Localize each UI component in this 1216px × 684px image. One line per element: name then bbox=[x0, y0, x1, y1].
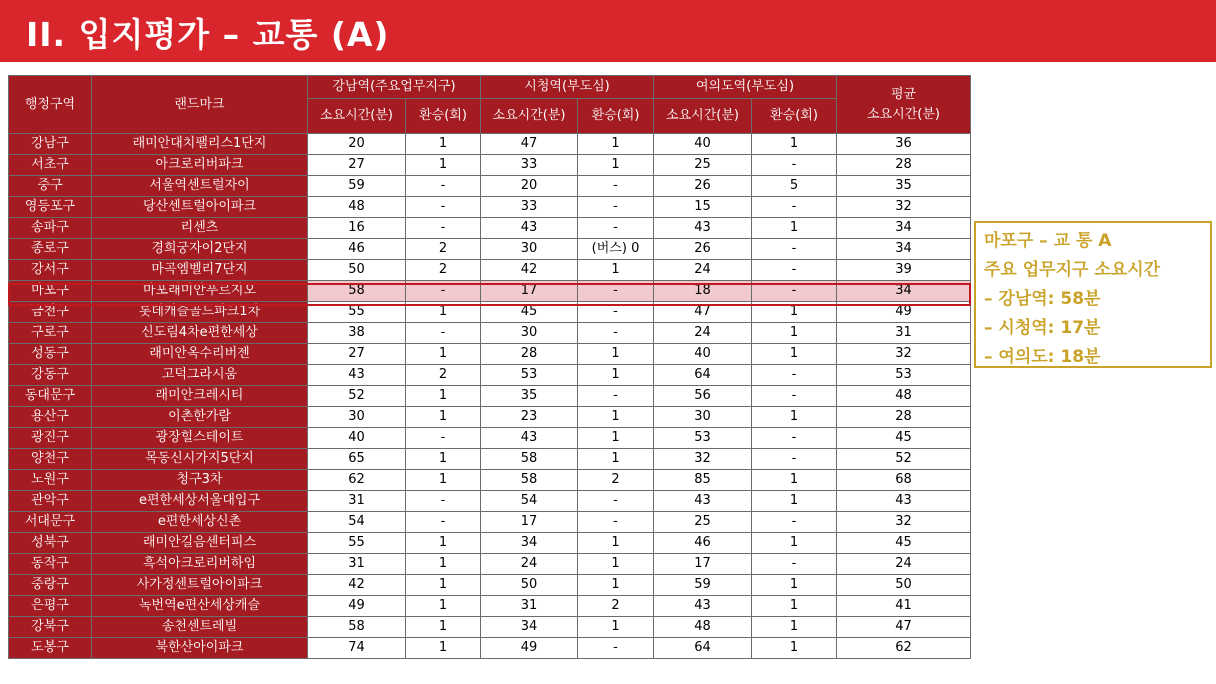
landmark-cell: 래미안옥수리버젠 bbox=[92, 344, 308, 365]
yeouido-transfer-cell: - bbox=[752, 281, 837, 302]
gangnam-transfer-cell: 1 bbox=[406, 134, 481, 155]
yeouido-time-cell: 17 bbox=[654, 554, 752, 575]
yeouido-transfer-cell: - bbox=[752, 260, 837, 281]
table-row bbox=[9, 554, 971, 575]
average-cell: 47 bbox=[837, 617, 971, 638]
cityhall-transfer-cell: 1 bbox=[578, 344, 654, 365]
region-cell: 동대문구 bbox=[9, 386, 92, 407]
cityhall-transfer-cell: (버스) 0 bbox=[578, 239, 654, 260]
yeouido-time-cell: 26 bbox=[654, 239, 752, 260]
average-cell: 45 bbox=[837, 533, 971, 554]
yeouido-time-cell: 48 bbox=[654, 617, 752, 638]
average-cell: 28 bbox=[837, 407, 971, 428]
average-cell: 34 bbox=[837, 281, 971, 302]
average-cell: 68 bbox=[837, 470, 971, 491]
gangnam-time-cell: 55 bbox=[308, 533, 406, 554]
gangnam-time-cell: 31 bbox=[308, 491, 406, 512]
cityhall-transfer-cell: - bbox=[578, 638, 654, 659]
gangnam-time-cell: 31 bbox=[308, 554, 406, 575]
region-cell: 중구 bbox=[9, 176, 92, 197]
callout-title: 마포구 – 교 통 A bbox=[984, 231, 1112, 251]
cityhall-transfer-cell: 2 bbox=[578, 470, 654, 491]
yeouido-transfer-cell: 5 bbox=[752, 176, 837, 197]
gangnam-transfer-cell: 1 bbox=[406, 575, 481, 596]
gangnam-time-cell: 54 bbox=[308, 512, 406, 533]
cityhall-time-cell: 58 bbox=[481, 470, 578, 491]
commute-table bbox=[8, 75, 971, 659]
cityhall-time-cell: 50 bbox=[481, 575, 578, 596]
table-row bbox=[9, 533, 971, 554]
region-cell: 강동구 bbox=[9, 365, 92, 386]
gangnam-time-cell: 62 bbox=[308, 470, 406, 491]
cityhall-time-cell: 34 bbox=[481, 617, 578, 638]
average-cell: 41 bbox=[837, 596, 971, 617]
region-cell: 양천구 bbox=[9, 449, 92, 470]
cityhall-time-cell: 58 bbox=[481, 449, 578, 470]
average-cell: 43 bbox=[837, 491, 971, 512]
landmark-cell: 경희궁자이2단지 bbox=[92, 239, 308, 260]
landmark-cell: 청구3차 bbox=[92, 470, 308, 491]
gangnam-transfer-cell: - bbox=[406, 197, 481, 218]
cityhall-transfer-cell: - bbox=[578, 197, 654, 218]
yeouido-transfer-cell: 1 bbox=[752, 596, 837, 617]
gangnam-time-cell: 27 bbox=[308, 344, 406, 365]
gangnam-transfer-cell: - bbox=[406, 491, 481, 512]
average-cell: 28 bbox=[837, 155, 971, 176]
average-cell: 50 bbox=[837, 575, 971, 596]
landmark-cell: e편한세상서울대입구 bbox=[92, 491, 308, 512]
region-cell: 강북구 bbox=[9, 617, 92, 638]
yeouido-time-cell: 25 bbox=[654, 155, 752, 176]
gangnam-time-cell: 43 bbox=[308, 365, 406, 386]
yeouido-transfer-cell: - bbox=[752, 365, 837, 386]
yeouido-transfer-cell: 1 bbox=[752, 407, 837, 428]
table-row bbox=[9, 386, 971, 407]
average-cell: 35 bbox=[837, 176, 971, 197]
header-cityhall: 시청역(부도심) bbox=[481, 76, 654, 99]
landmark-cell: 녹번역e편산세상캐슬 bbox=[92, 596, 308, 617]
header-cityhall-transfer: 환승(회) bbox=[578, 99, 654, 134]
table-row bbox=[9, 638, 971, 659]
yeouido-transfer-cell: 1 bbox=[752, 533, 837, 554]
yeouido-transfer-cell: 1 bbox=[752, 134, 837, 155]
cityhall-time-cell: 33 bbox=[481, 197, 578, 218]
table-row bbox=[9, 176, 971, 197]
cityhall-time-cell: 34 bbox=[481, 533, 578, 554]
yeouido-transfer-cell: - bbox=[752, 386, 837, 407]
cityhall-time-cell: 30 bbox=[481, 239, 578, 260]
yeouido-time-cell: 46 bbox=[654, 533, 752, 554]
gangnam-time-cell: 40 bbox=[308, 428, 406, 449]
cityhall-transfer-cell: 1 bbox=[578, 365, 654, 386]
cityhall-transfer-cell: - bbox=[578, 386, 654, 407]
cityhall-transfer-cell: 1 bbox=[578, 533, 654, 554]
yeouido-time-cell: 24 bbox=[654, 260, 752, 281]
yeouido-time-cell: 15 bbox=[654, 197, 752, 218]
region-cell: 금천구 bbox=[9, 302, 92, 323]
gangnam-transfer-cell: 1 bbox=[406, 155, 481, 176]
yeouido-time-cell: 53 bbox=[654, 428, 752, 449]
title-bar bbox=[0, 0, 1216, 62]
gangnam-transfer-cell: - bbox=[406, 176, 481, 197]
table-row bbox=[9, 512, 971, 533]
cityhall-time-cell: 43 bbox=[481, 428, 578, 449]
yeouido-transfer-cell: 1 bbox=[752, 470, 837, 491]
landmark-cell: 흑석아크로리버하임 bbox=[92, 554, 308, 575]
gangnam-time-cell: 52 bbox=[308, 386, 406, 407]
gangnam-transfer-cell: - bbox=[406, 428, 481, 449]
gangnam-time-cell: 16 bbox=[308, 218, 406, 239]
header-landmark: 랜드마크 bbox=[92, 76, 308, 134]
cityhall-transfer-cell: 2 bbox=[578, 596, 654, 617]
gangnam-time-cell: 46 bbox=[308, 239, 406, 260]
cityhall-time-cell: 30 bbox=[481, 323, 578, 344]
average-cell: 39 bbox=[837, 260, 971, 281]
average-cell: 24 bbox=[837, 554, 971, 575]
yeouido-time-cell: 85 bbox=[654, 470, 752, 491]
table-row bbox=[9, 575, 971, 596]
gangnam-transfer-cell: 1 bbox=[406, 386, 481, 407]
yeouido-transfer-cell: - bbox=[752, 239, 837, 260]
yeouido-time-cell: 25 bbox=[654, 512, 752, 533]
cityhall-transfer-cell: - bbox=[578, 302, 654, 323]
cityhall-time-cell: 20 bbox=[481, 176, 578, 197]
region-cell: 서대문구 bbox=[9, 512, 92, 533]
region-cell: 구로구 bbox=[9, 323, 92, 344]
landmark-cell: 목동신시가지5단지 bbox=[92, 449, 308, 470]
gangnam-transfer-cell: 1 bbox=[406, 344, 481, 365]
gangnam-time-cell: 59 bbox=[308, 176, 406, 197]
table-row bbox=[9, 449, 971, 470]
average-cell: 45 bbox=[837, 428, 971, 449]
average-cell: 32 bbox=[837, 512, 971, 533]
region-cell: 송파구 bbox=[9, 218, 92, 239]
header-yeouido-transfer: 환승(회) bbox=[752, 99, 837, 134]
header-yeouido-time: 소요시간(분) bbox=[654, 99, 752, 134]
landmark-cell: 롯데캐슬골드파크1차 bbox=[92, 302, 308, 323]
landmark-cell: 광장힐스테이트 bbox=[92, 428, 308, 449]
cityhall-transfer-cell: 1 bbox=[578, 617, 654, 638]
region-cell: 성동구 bbox=[9, 344, 92, 365]
cityhall-time-cell: 17 bbox=[481, 281, 578, 302]
table-row bbox=[9, 155, 971, 176]
cityhall-time-cell: 45 bbox=[481, 302, 578, 323]
landmark-cell: 래미안대치팰리스1단지 bbox=[92, 134, 308, 155]
cityhall-time-cell: 42 bbox=[481, 260, 578, 281]
table-row bbox=[9, 344, 971, 365]
yeouido-transfer-cell: 1 bbox=[752, 617, 837, 638]
gangnam-transfer-cell: 2 bbox=[406, 260, 481, 281]
average-cell: 48 bbox=[837, 386, 971, 407]
gangnam-transfer-cell: 1 bbox=[406, 302, 481, 323]
header-gangnam: 강남역(주요업무지구) bbox=[308, 76, 481, 99]
average-cell: 32 bbox=[837, 344, 971, 365]
table-row bbox=[9, 617, 971, 638]
header-gangnam-transfer: 환승(회) bbox=[406, 99, 481, 134]
yeouido-time-cell: 59 bbox=[654, 575, 752, 596]
gangnam-time-cell: 30 bbox=[308, 407, 406, 428]
cityhall-transfer-cell: 1 bbox=[578, 134, 654, 155]
yeouido-transfer-cell: - bbox=[752, 428, 837, 449]
landmark-cell: 래미안길음센터피스 bbox=[92, 533, 308, 554]
cityhall-transfer-cell: 1 bbox=[578, 428, 654, 449]
table-row bbox=[9, 323, 971, 344]
table-row bbox=[9, 218, 971, 239]
callout-cityhall: – 시청역: 17분 bbox=[984, 318, 1101, 338]
cityhall-transfer-cell: - bbox=[578, 176, 654, 197]
landmark-cell: 당산센트럴아이파크 bbox=[92, 197, 308, 218]
gangnam-transfer-cell: 1 bbox=[406, 638, 481, 659]
gangnam-transfer-cell: 1 bbox=[406, 470, 481, 491]
region-cell: 마포구 bbox=[9, 281, 92, 302]
header-region: 행정구역 bbox=[9, 76, 92, 134]
table-row bbox=[9, 134, 971, 155]
average-cell: 34 bbox=[837, 218, 971, 239]
region-cell: 성북구 bbox=[9, 533, 92, 554]
yeouido-transfer-cell: - bbox=[752, 554, 837, 575]
cityhall-transfer-cell: 1 bbox=[578, 260, 654, 281]
yeouido-time-cell: 18 bbox=[654, 281, 752, 302]
landmark-cell: 마포래미안푸르지오 bbox=[92, 281, 308, 302]
region-cell: 동작구 bbox=[9, 554, 92, 575]
cityhall-transfer-cell: - bbox=[578, 218, 654, 239]
yeouido-time-cell: 43 bbox=[654, 218, 752, 239]
header-cityhall-time: 소요시간(분) bbox=[481, 99, 578, 134]
yeouido-transfer-cell: - bbox=[752, 155, 837, 176]
gangnam-transfer-cell: 1 bbox=[406, 596, 481, 617]
average-cell: 34 bbox=[837, 239, 971, 260]
table-row bbox=[9, 596, 971, 617]
cityhall-time-cell: 47 bbox=[481, 134, 578, 155]
table-row bbox=[9, 197, 971, 218]
gangnam-transfer-cell: - bbox=[406, 281, 481, 302]
cityhall-time-cell: 24 bbox=[481, 554, 578, 575]
yeouido-time-cell: 30 bbox=[654, 407, 752, 428]
table-row bbox=[9, 365, 971, 386]
yeouido-transfer-cell: 1 bbox=[752, 638, 837, 659]
cityhall-time-cell: 54 bbox=[481, 491, 578, 512]
table-row bbox=[9, 407, 971, 428]
average-cell: 62 bbox=[837, 638, 971, 659]
header-average-line2: 소요시간(분) bbox=[867, 106, 940, 122]
gangnam-time-cell: 20 bbox=[308, 134, 406, 155]
cityhall-transfer-cell: 1 bbox=[578, 155, 654, 176]
yeouido-transfer-cell: - bbox=[752, 512, 837, 533]
yeouido-time-cell: 56 bbox=[654, 386, 752, 407]
cityhall-transfer-cell: 1 bbox=[578, 449, 654, 470]
gangnam-transfer-cell: 1 bbox=[406, 617, 481, 638]
cityhall-time-cell: 53 bbox=[481, 365, 578, 386]
cityhall-time-cell: 23 bbox=[481, 407, 578, 428]
gangnam-transfer-cell: - bbox=[406, 218, 481, 239]
landmark-cell: 이촌한가람 bbox=[92, 407, 308, 428]
gangnam-time-cell: 74 bbox=[308, 638, 406, 659]
gangnam-transfer-cell: - bbox=[406, 512, 481, 533]
cityhall-transfer-cell: 1 bbox=[578, 407, 654, 428]
landmark-cell: 마곡엠벨리7단지 bbox=[92, 260, 308, 281]
cityhall-time-cell: 33 bbox=[481, 155, 578, 176]
yeouido-transfer-cell: 1 bbox=[752, 218, 837, 239]
average-cell: 32 bbox=[837, 197, 971, 218]
callout-gangnam: – 강남역: 58분 bbox=[984, 289, 1101, 309]
gangnam-time-cell: 27 bbox=[308, 155, 406, 176]
table-row bbox=[9, 281, 971, 302]
gangnam-transfer-cell: - bbox=[406, 323, 481, 344]
gangnam-transfer-cell: 1 bbox=[406, 554, 481, 575]
gangnam-transfer-cell: 1 bbox=[406, 533, 481, 554]
gangnam-transfer-cell: 2 bbox=[406, 239, 481, 260]
gangnam-time-cell: 55 bbox=[308, 302, 406, 323]
landmark-cell: 래미안크레시티 bbox=[92, 386, 308, 407]
cityhall-time-cell: 28 bbox=[481, 344, 578, 365]
yeouido-time-cell: 26 bbox=[654, 176, 752, 197]
landmark-cell: 서울역센트럴자이 bbox=[92, 176, 308, 197]
average-cell: 49 bbox=[837, 302, 971, 323]
landmark-cell: 아크로리버파크 bbox=[92, 155, 308, 176]
yeouido-time-cell: 64 bbox=[654, 638, 752, 659]
table-row bbox=[9, 302, 971, 323]
yeouido-transfer-cell: - bbox=[752, 197, 837, 218]
yeouido-transfer-cell: 1 bbox=[752, 575, 837, 596]
cityhall-transfer-cell: - bbox=[578, 323, 654, 344]
cityhall-transfer-cell: 1 bbox=[578, 575, 654, 596]
table-row bbox=[9, 491, 971, 512]
gangnam-time-cell: 50 bbox=[308, 260, 406, 281]
cityhall-time-cell: 43 bbox=[481, 218, 578, 239]
yeouido-time-cell: 40 bbox=[654, 134, 752, 155]
gangnam-time-cell: 58 bbox=[308, 617, 406, 638]
table-row bbox=[9, 428, 971, 449]
region-cell: 도봉구 bbox=[9, 638, 92, 659]
average-cell: 31 bbox=[837, 323, 971, 344]
gangnam-transfer-cell: 1 bbox=[406, 449, 481, 470]
yeouido-time-cell: 43 bbox=[654, 491, 752, 512]
yeouido-transfer-cell: 1 bbox=[752, 344, 837, 365]
cityhall-time-cell: 17 bbox=[481, 512, 578, 533]
landmark-cell: 사가정센트럴아이파크 bbox=[92, 575, 308, 596]
landmark-cell: 리센츠 bbox=[92, 218, 308, 239]
yeouido-time-cell: 40 bbox=[654, 344, 752, 365]
table-body bbox=[9, 134, 971, 659]
yeouido-transfer-cell: 1 bbox=[752, 491, 837, 512]
landmark-cell: 송천센트레빌 bbox=[92, 617, 308, 638]
yeouido-time-cell: 64 bbox=[654, 365, 752, 386]
landmark-cell: 북한산아이파크 bbox=[92, 638, 308, 659]
cityhall-transfer-cell: - bbox=[578, 281, 654, 302]
gangnam-transfer-cell: 1 bbox=[406, 407, 481, 428]
table-row bbox=[9, 260, 971, 281]
yeouido-time-cell: 47 bbox=[654, 302, 752, 323]
header-gangnam-time: 소요시간(분) bbox=[308, 99, 406, 134]
region-cell: 용산구 bbox=[9, 407, 92, 428]
average-cell: 36 bbox=[837, 134, 971, 155]
landmark-cell: e편한세상신촌 bbox=[92, 512, 308, 533]
landmark-cell: 신도림4차e편한세상 bbox=[92, 323, 308, 344]
yeouido-time-cell: 24 bbox=[654, 323, 752, 344]
header-average-line1: 평균 bbox=[890, 86, 917, 102]
yeouido-time-cell: 32 bbox=[654, 449, 752, 470]
region-cell: 강서구 bbox=[9, 260, 92, 281]
region-cell: 관악구 bbox=[9, 491, 92, 512]
landmark-cell: 고덕그라시움 bbox=[92, 365, 308, 386]
callout-subtitle: 주요 업무지구 소요시간 bbox=[984, 260, 1161, 280]
gangnam-time-cell: 58 bbox=[308, 281, 406, 302]
cityhall-transfer-cell: - bbox=[578, 491, 654, 512]
region-cell: 종로구 bbox=[9, 239, 92, 260]
region-cell: 중랑구 bbox=[9, 575, 92, 596]
region-cell: 노원구 bbox=[9, 470, 92, 491]
gangnam-transfer-cell: 2 bbox=[406, 365, 481, 386]
gangnam-time-cell: 42 bbox=[308, 575, 406, 596]
gangnam-time-cell: 48 bbox=[308, 197, 406, 218]
cityhall-transfer-cell: - bbox=[578, 512, 654, 533]
gangnam-time-cell: 49 bbox=[308, 596, 406, 617]
table-row bbox=[9, 470, 971, 491]
mapo-callout bbox=[974, 221, 1212, 368]
cityhall-time-cell: 31 bbox=[481, 596, 578, 617]
yeouido-transfer-cell: 1 bbox=[752, 323, 837, 344]
region-cell: 영등포구 bbox=[9, 197, 92, 218]
region-cell: 서초구 bbox=[9, 155, 92, 176]
page-title: II. 입지평가 – 교통 (A) bbox=[26, 15, 390, 54]
region-cell: 광진구 bbox=[9, 428, 92, 449]
yeouido-transfer-cell: 1 bbox=[752, 302, 837, 323]
average-cell: 52 bbox=[837, 449, 971, 470]
region-cell: 강남구 bbox=[9, 134, 92, 155]
header-average bbox=[837, 76, 971, 134]
gangnam-time-cell: 38 bbox=[308, 323, 406, 344]
table-row bbox=[9, 239, 971, 260]
average-cell: 53 bbox=[837, 365, 971, 386]
cityhall-time-cell: 49 bbox=[481, 638, 578, 659]
gangnam-time-cell: 65 bbox=[308, 449, 406, 470]
yeouido-time-cell: 43 bbox=[654, 596, 752, 617]
yeouido-transfer-cell: - bbox=[752, 449, 837, 470]
cityhall-time-cell: 35 bbox=[481, 386, 578, 407]
region-cell: 은평구 bbox=[9, 596, 92, 617]
callout-yeouido: – 여의도: 18분 bbox=[984, 347, 1101, 367]
header-yeouido: 여의도역(부도심) bbox=[654, 76, 837, 99]
cityhall-transfer-cell: 1 bbox=[578, 554, 654, 575]
